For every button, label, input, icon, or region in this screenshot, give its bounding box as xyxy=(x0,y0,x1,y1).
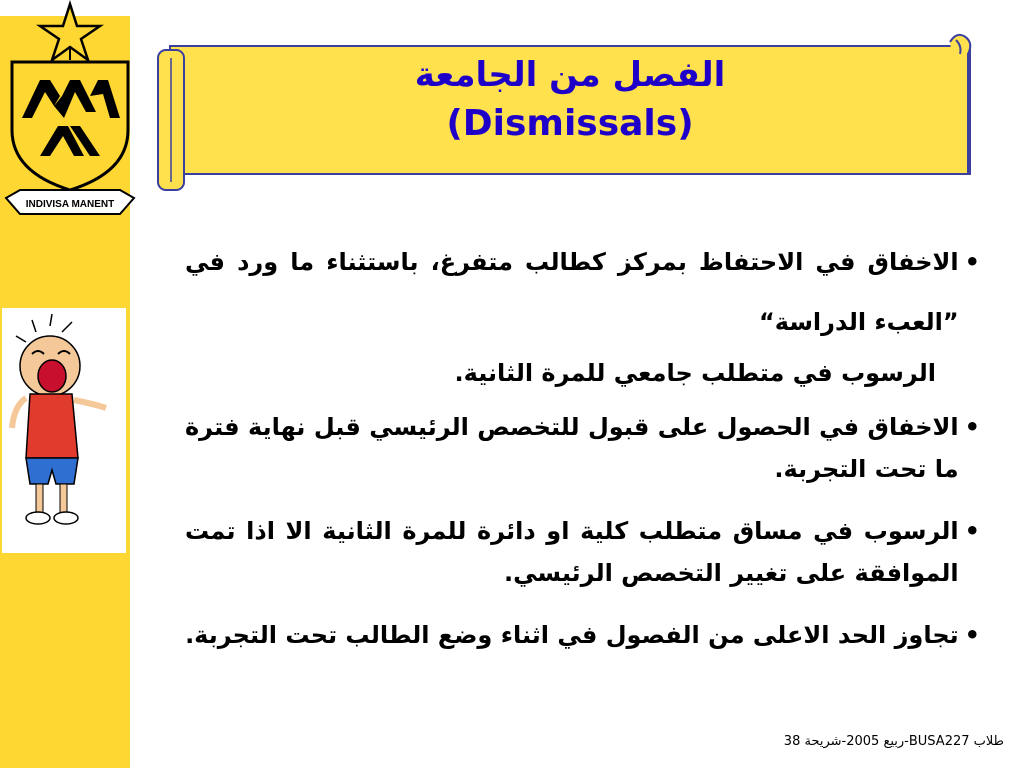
bullet-marker: • xyxy=(964,248,980,276)
slide-footer: طلاب BUSA227-ربيع 2005-شريحة 38 xyxy=(783,734,1004,749)
bullet-marker: • xyxy=(964,517,980,545)
bullet-text: تجاوز الحد الاعلى من الفصول في اثناء وضع الطالب تحت التجربة. xyxy=(185,621,959,649)
list-item xyxy=(185,406,980,490)
list-item xyxy=(185,510,980,594)
crying-boy-illustration xyxy=(2,308,126,553)
crest-motto: INDIVISA MANENT xyxy=(25,199,115,210)
bullet-text: الاخفاق في الاحتفاظ بمركز كطالب متفرغ، باستثناء ما ورد في ”العبء الدراسة“ xyxy=(185,248,959,336)
cartoon-panel xyxy=(2,308,126,553)
bullet-marker: • xyxy=(964,413,980,441)
school-crest-logo xyxy=(0,0,140,225)
bullet-list xyxy=(185,232,980,656)
list-item xyxy=(185,614,980,656)
bullet-marker: • xyxy=(964,621,980,649)
slide-title xyxy=(180,52,960,150)
title-arabic: الفصل من الجامعة xyxy=(414,55,726,95)
bullet-text: الرسوب في مساق متطلب كلية او دائرة للمرة الثانية الا اذا تمت الموافقة على تغيير التخصص الرئيسي. xyxy=(185,517,959,587)
title-english: (Dismissals) xyxy=(446,103,694,144)
list-item xyxy=(185,232,980,352)
sub-item: الرسوب في متطلب جامعي للمرة الثانية. xyxy=(454,359,936,387)
bullet-text: الاخفاق في الحصول على قبول للتخصص الرئيسي قبل نهاية فترة ما تحت التجربة. xyxy=(185,413,959,483)
